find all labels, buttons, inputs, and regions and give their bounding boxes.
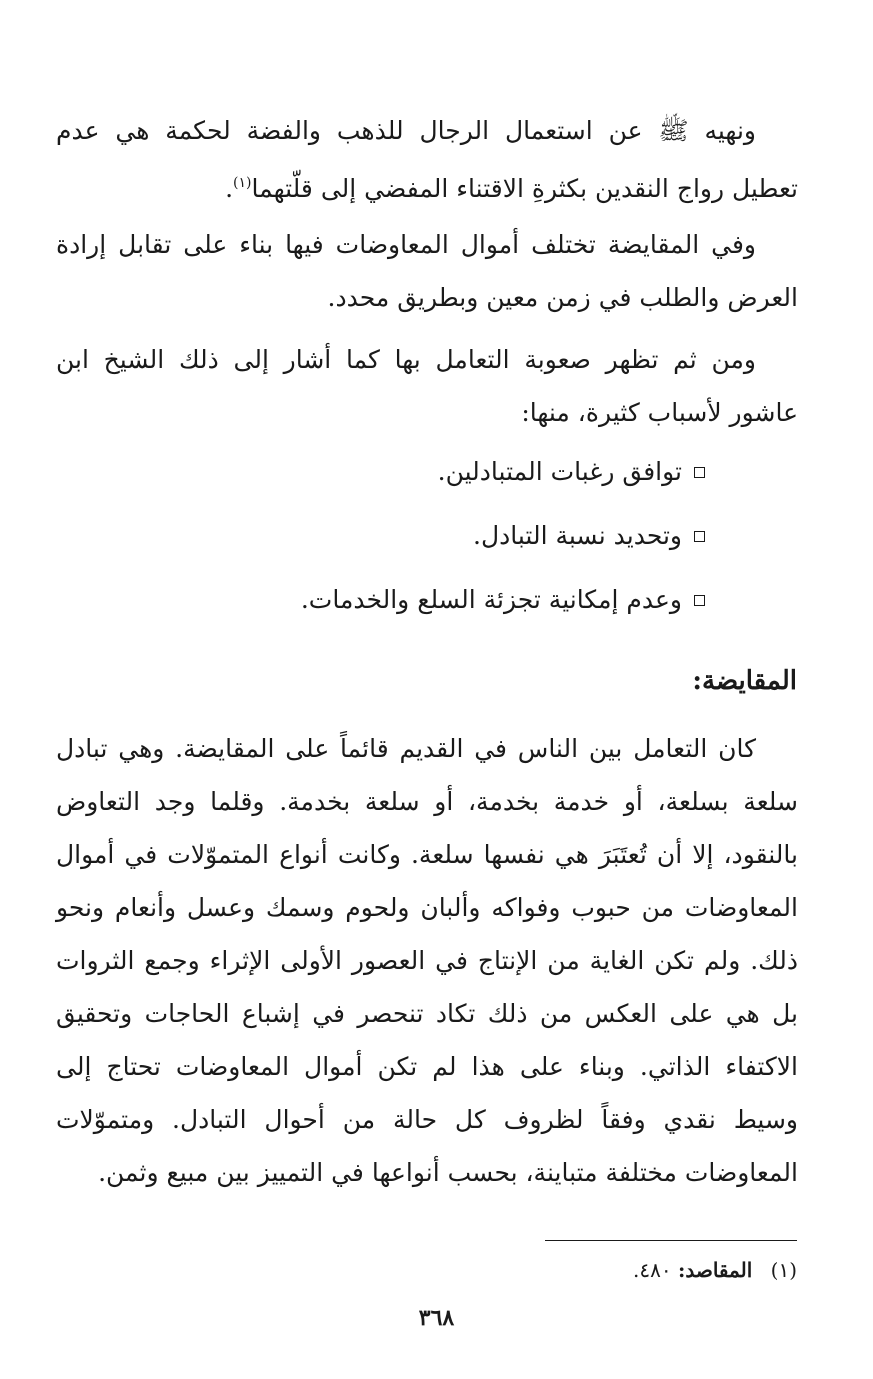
list-item-text: توافق رغبات المتبادلين. <box>437 457 682 486</box>
footnote-reference: (١) <box>233 175 252 191</box>
intro-paragraph-3-text: ومن ثم تظهر صعوبة التعامل بها كما أشار إلى ذلك الشيخ ابن عاشور لأسباب كثيرة، منها: <box>56 345 798 427</box>
list-item <box>105 452 705 516</box>
footnote-separator <box>545 1240 797 1241</box>
footnote-number: (١) <box>770 1258 797 1282</box>
footnote-label: المقاصد: <box>677 1258 753 1282</box>
intro-paragraph-1-end: . <box>225 174 234 203</box>
footnote-value: ٤٨٠. <box>633 1258 672 1282</box>
intro-paragraph-1-text: ونهيه ﷺ عن استعمال الرجال للذهب والفضة لحكمة هي عدم تعطيل رواج النقدين بكثرةِ الاقتناء المفضي إلى قلّتهما <box>56 116 798 203</box>
intro-paragraph-2 <box>56 218 798 324</box>
list-item-text: وعدم إمكانية تجزئة السلع والخدمات. <box>300 585 682 614</box>
list-item <box>105 516 705 580</box>
list-item-text: وتحديد نسبة التبادل. <box>473 521 682 550</box>
section-body <box>56 722 798 1199</box>
square-bullet-icon <box>694 531 705 542</box>
intro-paragraph-3 <box>56 333 798 439</box>
intro-paragraph-1 <box>56 104 798 215</box>
section-body-text: كان التعامل بين الناس في القديم قائماً على المقايضة. وهي تبادل سلعة بسلعة، أو خدمة بخدمة، أو سلعة بخدمة. وقلما وجد التعاوض بالنقود، إلا أن تُعتَبَرَ هي نفسها سلعة. وكانت أنواع المتموّلات في أموال المعاوضات من حبوب وفواكه وألبان ولحوم وسمك وعسل وأنعام ونحو ذلك. ولم تكن الغاية من الإنتاج في العصور الأولى الإثراء وجمع الثروات بل هي على العكس من ذلك تكاد تنحصر في إشباع الحاجات وتحقيق الاكتفاء الذاتي. وبناء على هذا لم تكن أموال المعاوضات تحتاج إلى وسيط نقدي وفقاً لظروف كل حالة من أحوال التبادل. ومتموّلات المعاوضات مختلفة متباينة، بحسب أنواعها في التمييز بين مبيع وثمن. <box>56 734 799 1187</box>
reasons-list <box>105 452 705 644</box>
page-number: ٣٦٨ <box>418 1305 455 1331</box>
intro-paragraph-2-text: وفي المقايضة تختلف أموال المعاوضات فيها بناء على تقابل إرادة العرض والطلب في زمن معين وبطريق محدد. <box>56 230 798 312</box>
list-item <box>105 580 705 644</box>
footnote <box>633 1258 797 1282</box>
square-bullet-icon <box>694 595 705 606</box>
section-heading: المقايضة: <box>692 666 797 696</box>
square-bullet-icon <box>694 467 705 478</box>
